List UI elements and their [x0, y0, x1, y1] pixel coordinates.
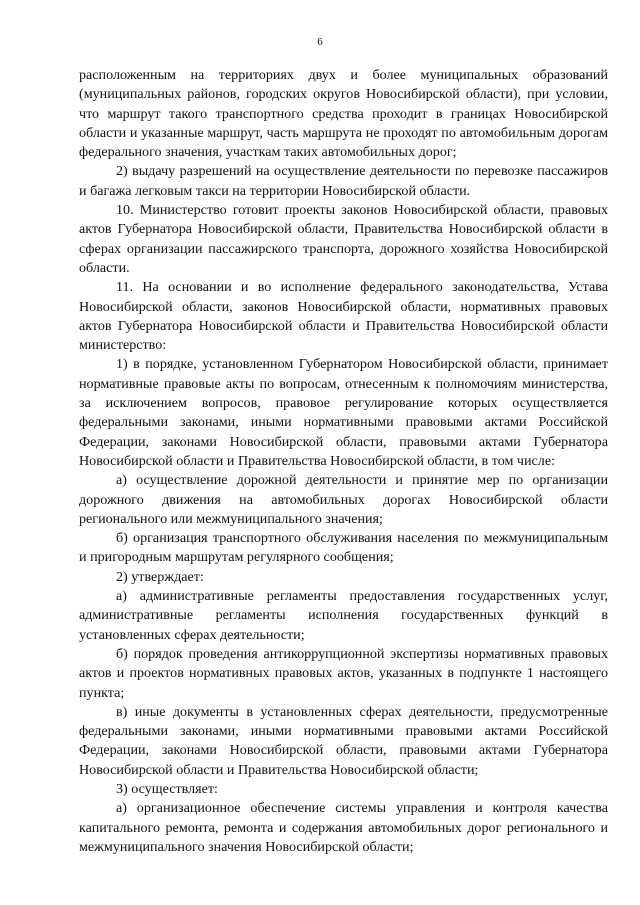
paragraph-10: 10. Министерство готовит проекты законов Новосибирской области, правовых актов Губернатора Новосибирской области, Правительства Новосибирской области в сферах организации пассажирского транспорта, дорожного хозяйства Новосибирской области. [79, 202, 608, 276]
paragraph-11-item-1-b: б) организация транспортного обслуживания населения по межмуниципальным и пригородным маршрутам регулярного сообщения; [79, 530, 608, 566]
paragraph-11-item-3-a: а) организационное обеспечение системы управления и контроля качества капитального ремонта, ремонта и содержания автомобильных дорог регионального и межмуниципального значения Новосибирской области; [79, 800, 608, 855]
paragraph-item-2-permits: 2) выдачу разрешений на осуществление деятельности по перевозке пассажиров и багажа легковым такси на территории Новосибирской области. [79, 163, 608, 199]
paragraph-continuation: расположенным на территориях двух и более муниципальных образований (муниципальных районов, городских округов Новосибирской области), при условии, что маршрут такого транспортного средства проходит в границах Новосибирской области и указанные маршрут, часть маршрута не проходят по автомобильным дорогам федерального значения, участкам таких автомобильных дорог; [79, 67, 608, 161]
page-number: 6 [317, 36, 323, 48]
paragraph-11-item-1-a: а) осуществление дорожной деятельности и принятие мер по организации дорожного движения на автомобильных дорогах Новосибирской области регионального или межмуниципального значения; [79, 472, 608, 527]
paragraph-11-item-2-v: в) иные документы в установленных сферах деятельности, предусмотренные федеральными законами, иными нормативными правовыми актами Российской Федерации, законами Новосибирской области, правовыми актами Губернатора Новосибирской области и Правительства Новосибирской области; [79, 703, 608, 778]
document-body [79, 66, 608, 857]
paragraph-11-item-2-b: б) порядок проведения антикоррупционной экспертизы нормативных правовых актов и проектов нормативных правовых актов, указанных в подпункте 1 настоящего пункта; [79, 645, 608, 701]
paragraph-11-item-3: 3) осуществляет: [116, 780, 218, 797]
paragraph-11-item-2-a: а) административные регламенты предоставления государственных услуг, административные регламенты исполнения государственных функций в установленных сферах деятельности; [79, 588, 608, 643]
paragraph-11: 11. На основании и во исполнение федерального законодательства, Устава Новосибирской области, законов Новосибирской области, нормативных правовых актов Губернатора Новосибирской области и Правительства Новосибирской области министерство: [79, 279, 608, 354]
paragraph-11-item-2: 2) утверждает: [116, 568, 204, 585]
paragraph-11-item-1: 1) в порядке, установленном Губернатором Новосибирской области, принимает нормативные правовые акты по вопросам, отнесенным к полномочиям министерства, за исключением вопросов, правовое регулирование которых осуществляется федеральными законами, иными нормативными правовыми актами Российской Федерации, законами Новосибирской области, правовыми актами Губернатора Новосибирской области и Правительства Новосибирской области, в том числе: [79, 356, 608, 469]
